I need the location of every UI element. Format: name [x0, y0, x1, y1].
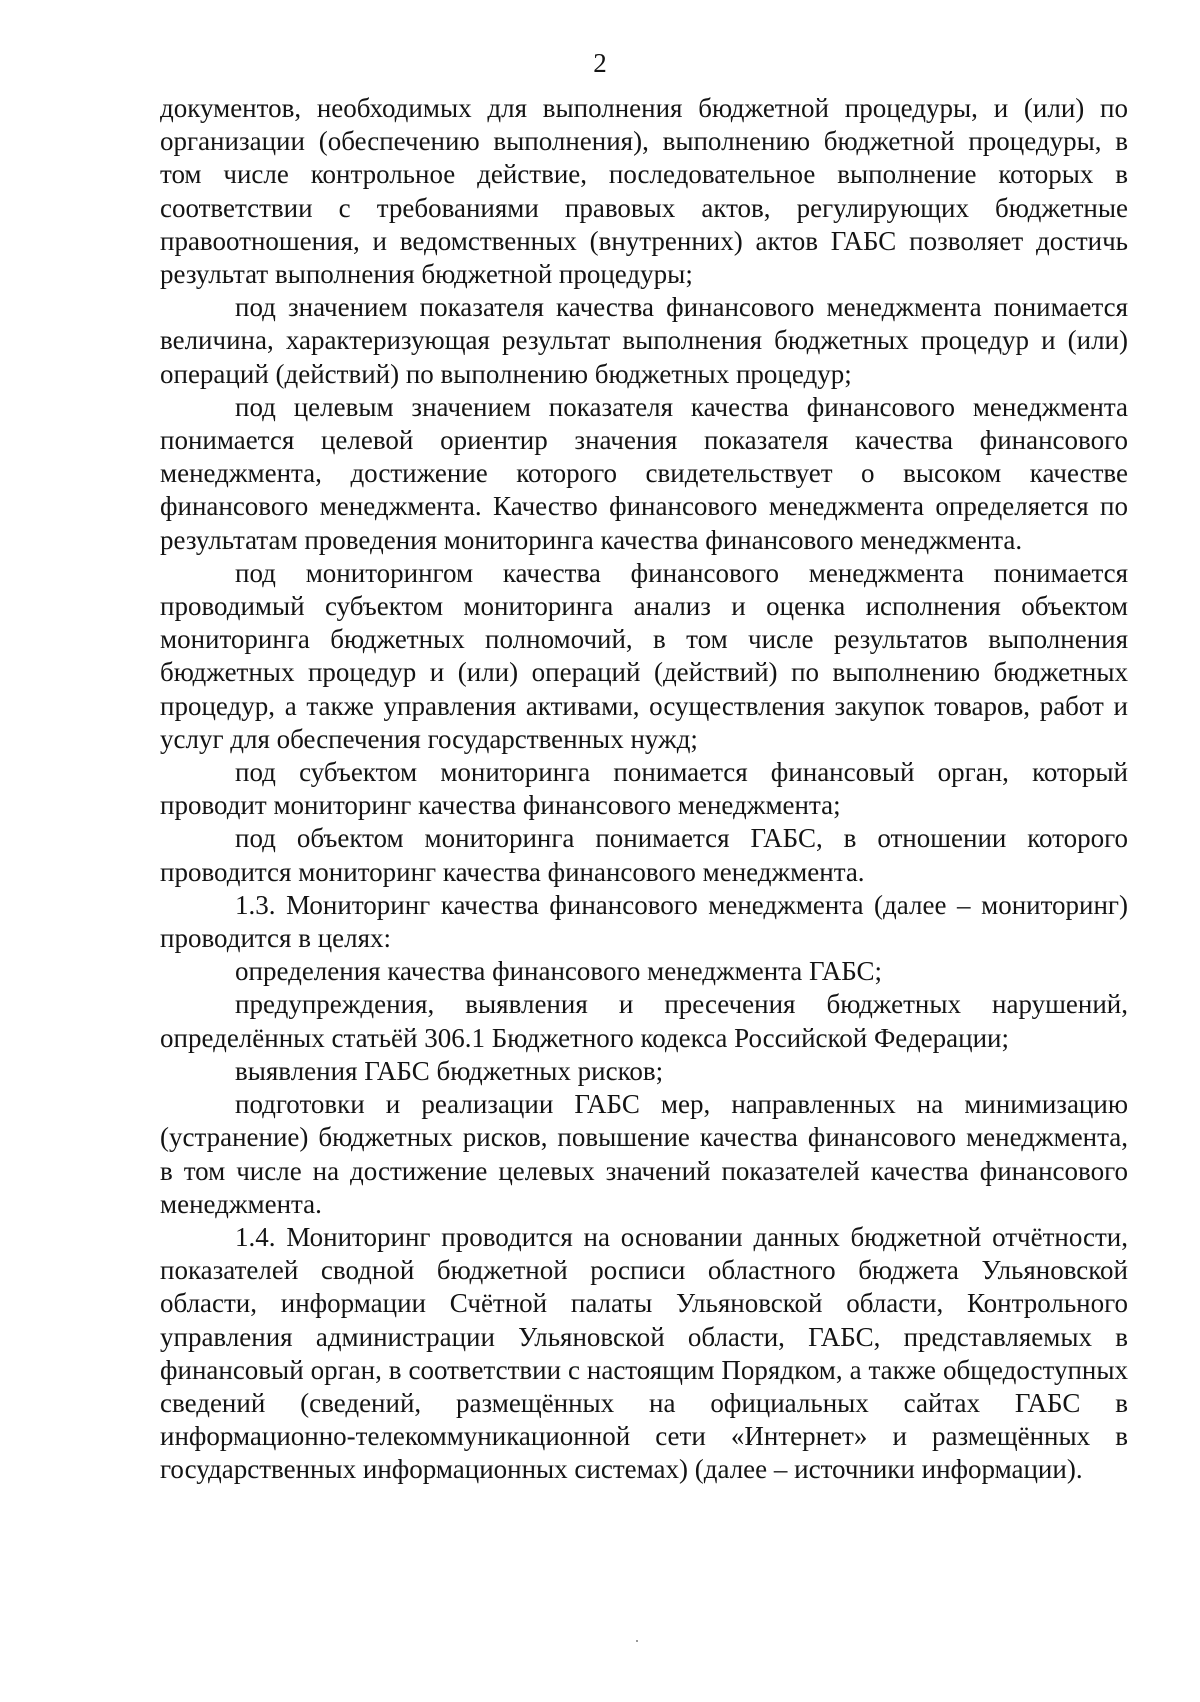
paragraph-section-1-4: 1.4. Мониторинг проводится на основании данных бюджетной отчётности, показателей сводной бюджетной росписи областного бюджета Ульяновской области, информации Счётной палаты Ульяновской области, Контрольного управления администрации Ульяновской области, ГАБС, представляемых в финансовый орган, в соответствии с настоящим Порядком, а также общедоступных сведений (сведений, размещённых на официальных сайтах ГАБС в информационно-телекоммуникационной сети «Интернет» и размещённых в государственных информационных системах) (далее – источники информации). [160, 1221, 1128, 1485]
paragraph-monitoring-object: под объектом мониторинга понимается ГАБС, в отношении которого проводится мониторинг качества финансового менеджмента. [160, 823, 1128, 887]
paragraph-goal-prevention: предупреждения, выявления и пресечения бюджетных нарушений, определённых статьёй 306.1 Бюджетного кодекса Российской Федерации; [160, 989, 1128, 1053]
paragraph-target-value: под целевым значением показателя качества финансового менеджмента понимается целевой ориентир значения показателя качества финансового менеджмента, достижение которого свидетельствует о высоком качестве финансового менеджмента. Качество финансового менеджмента определяется по результатам проведения мониторинга качества финансового менеджмента. [160, 391, 1128, 555]
paragraph-goal-quality: определения качества финансового менеджмента ГАБС; [235, 956, 883, 987]
paragraph-goal-risks: выявления ГАБС бюджетных рисков; [235, 1055, 664, 1086]
page-number: 2 [593, 48, 607, 78]
paragraph-section-1-3: 1.3. Мониторинг качества финансового менеджмента (далее – мониторинг) проводится в целях: [160, 889, 1128, 954]
paragraph-goal-measures: подготовки и реализации ГАБС мер, направленных на минимизацию (устранение) бюджетных рисков, повышение качества финансового менеджмента, в том числе на достижение целевых значений показателей качества финансового менеджмента. [160, 1089, 1128, 1219]
scan-speck [636, 1640, 638, 1642]
paragraph-indicator-value: под значением показателя качества финансового менеджмента понимается величина, характеризующая результат выполнения бюджетных процедур и (или) операций (действий) по выполнению бюджетных процедур; [160, 292, 1128, 389]
paragraph-definitions-continued: документов, необходимых для выполнения бюджетной процедуры, и (или) по организации (обеспечению выполнения), выполнению бюджетной процедуры, в том числе контрольное действие, последовательное выполнение которых в соответствии с требованиями правовых актов, регулирующих бюджетные правоотношения, и ведомственных (внутренних) актов ГАБС позволяет достичь результат выполнения бюджетной процедуры; [160, 93, 1128, 290]
paragraph-monitoring-subject: под субъектом мониторинга понимается финансовый орган, который проводит мониторинг качества финансового менеджмента; [160, 757, 1128, 821]
paragraph-monitoring-definition: под мониторингом качества финансового менеджмента понимается проводимый субъектом мониторинга анализ и оценка исполнения объектом мониторинга бюджетных полномочий, в том числе результатов выполнения бюджетных процедур и (или) операций (действий) по выполнению бюджетных процедур, а также управления активами, осуществления закупок товаров, работ и услуг для обеспечения государственных нужд; [160, 557, 1128, 754]
document-body [160, 92, 1128, 1487]
